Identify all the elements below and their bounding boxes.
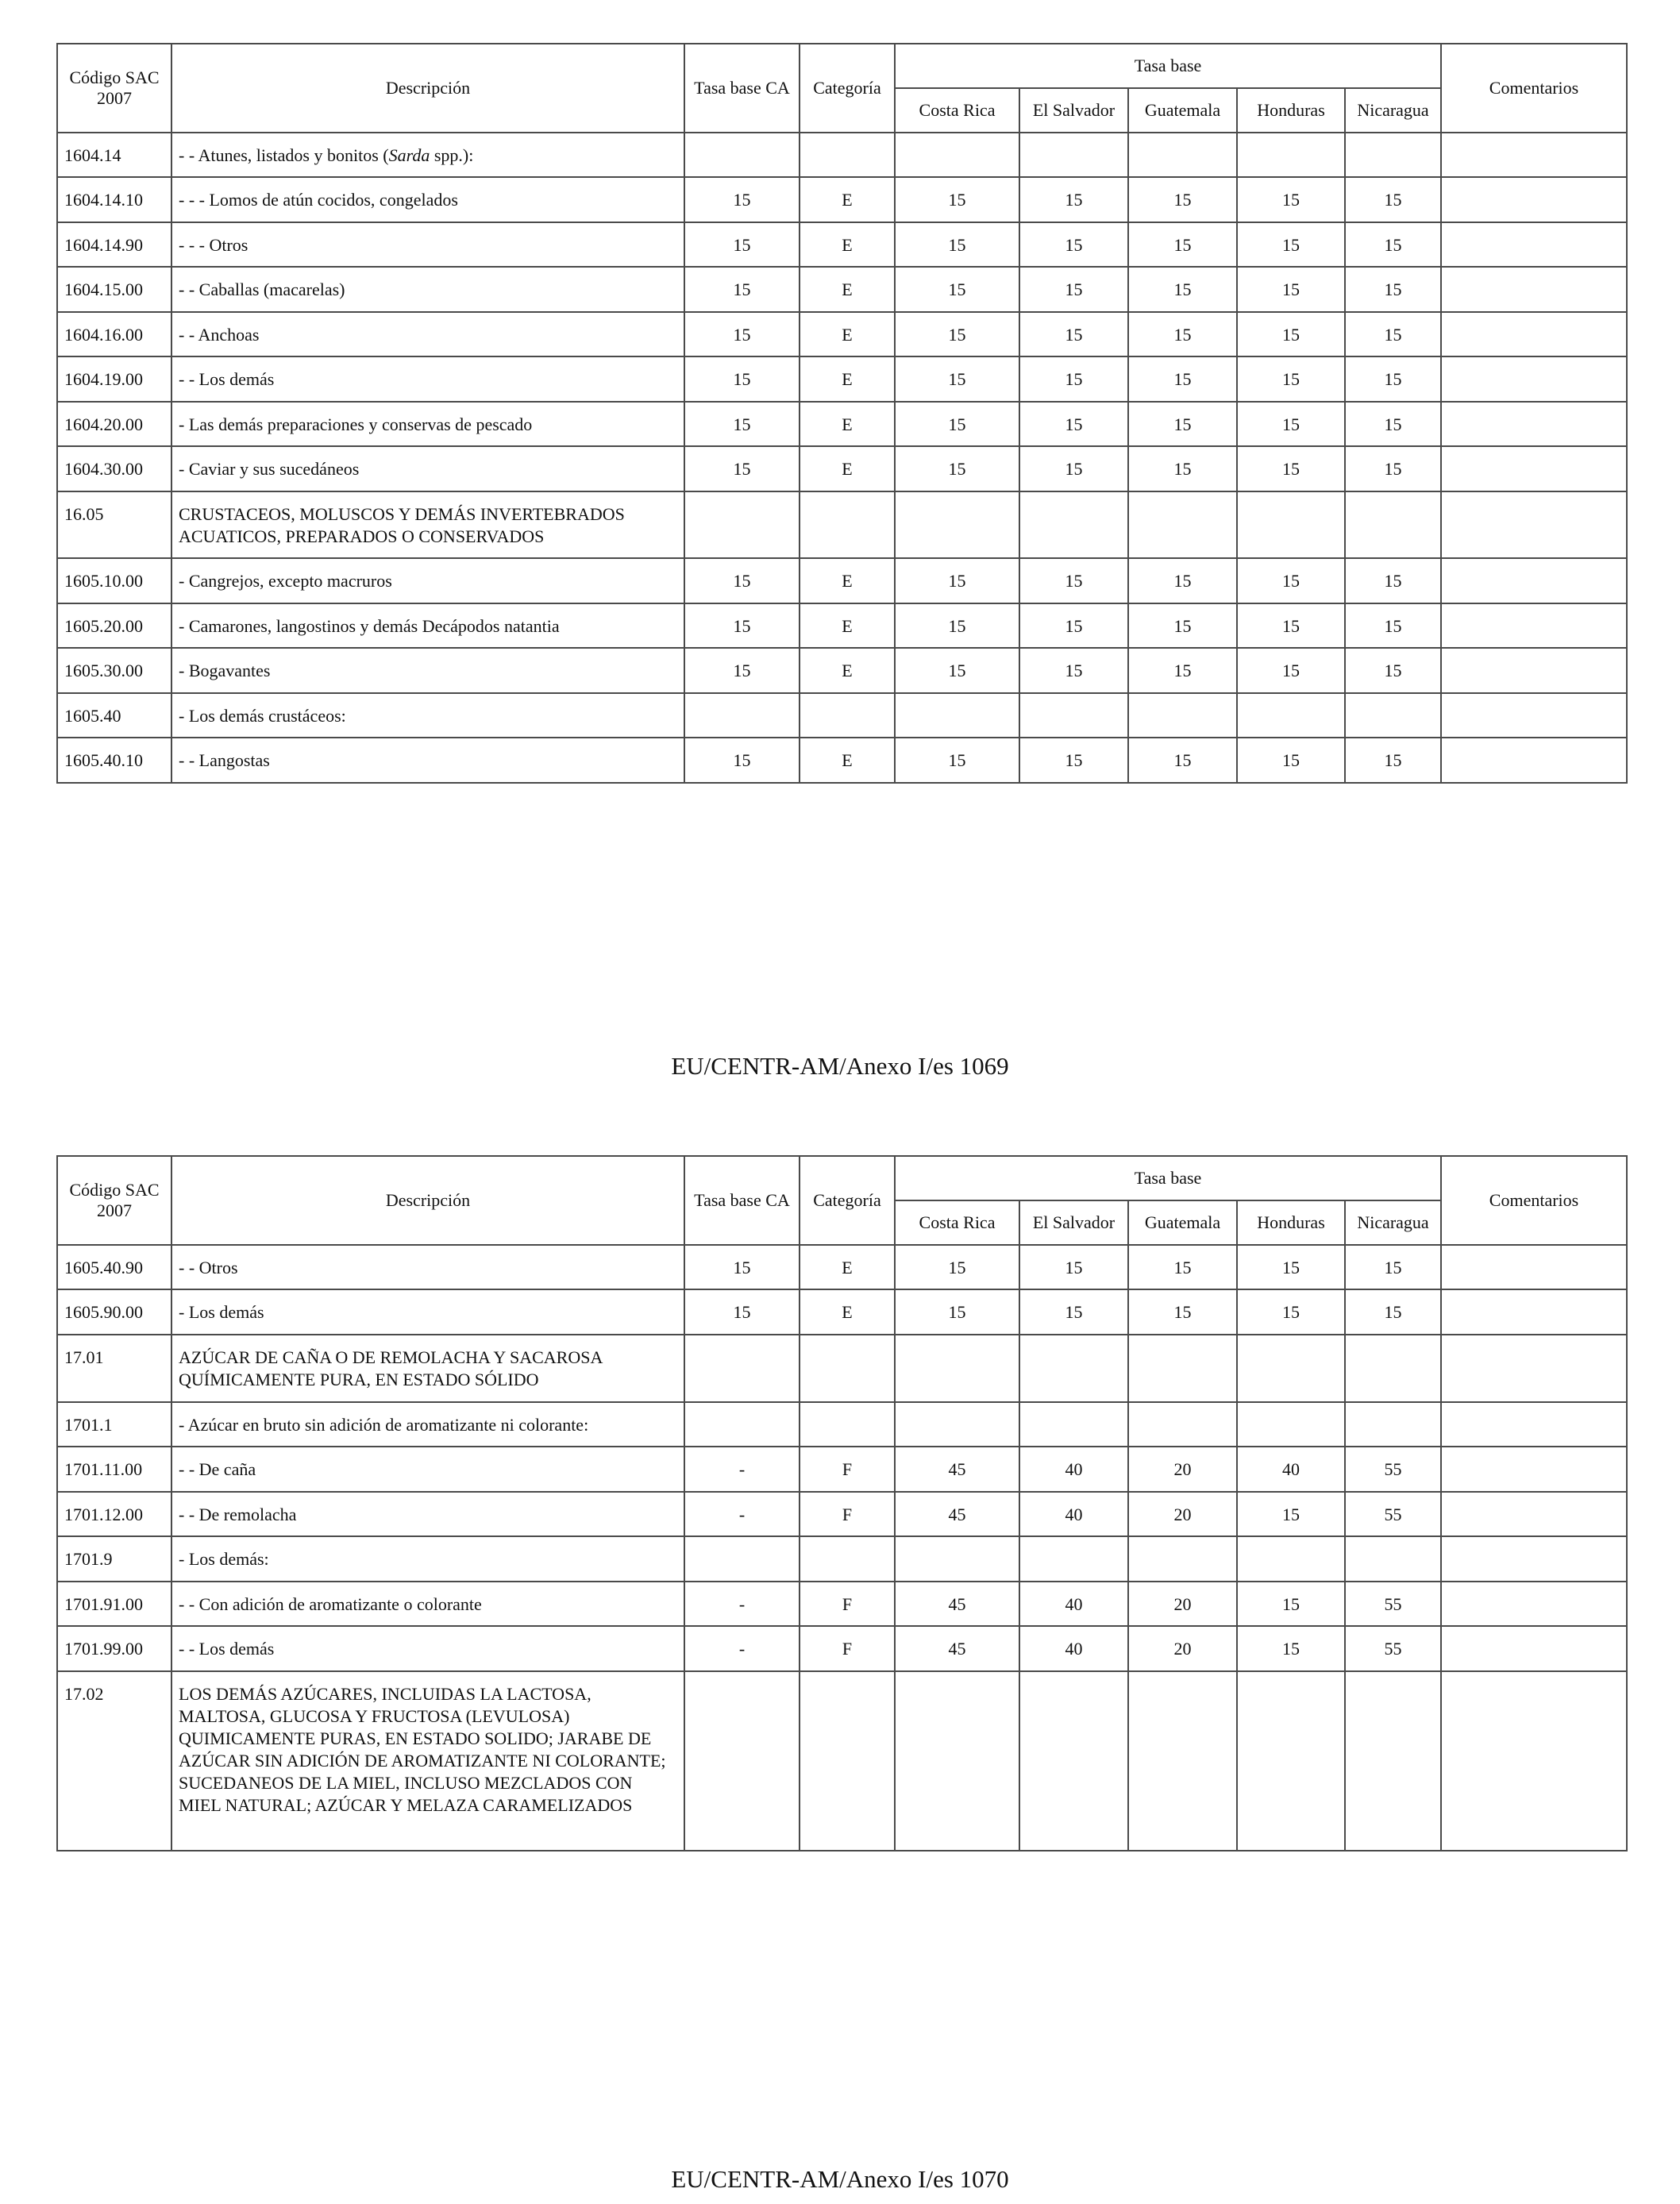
table-row	[57, 1626, 1627, 1671]
tariff-table-2	[56, 1155, 1628, 1851]
cell-descripcion: - - Anchoas	[171, 312, 684, 356]
cell-costa-rica	[895, 1402, 1019, 1447]
header-descripcion: Descripción	[171, 44, 684, 133]
cell-costa-rica	[895, 133, 1019, 177]
cell-descripcion: - Azúcar en bruto sin adición de aromatizante ni colorante:	[171, 1402, 684, 1447]
cell-costa-rica	[895, 491, 1019, 558]
cell-categoria: F	[800, 1626, 895, 1671]
cell-el-salvador: 15	[1019, 177, 1128, 222]
cell-costa-rica: 15	[895, 402, 1019, 446]
cell-codigo: 1701.12.00	[57, 1492, 171, 1536]
cell-costa-rica	[895, 1536, 1019, 1582]
cell-codigo: 1604.15.00	[57, 267, 171, 312]
page-footer: EU/CENTR-AM/Anexo I/es 1069	[671, 1052, 1009, 1080]
cell-codigo: 1701.9	[57, 1536, 171, 1582]
cell-codigo: 1604.30.00	[57, 446, 171, 491]
cell-costa-rica: 45	[895, 1492, 1019, 1536]
cell-categoria: E	[800, 603, 895, 648]
table-row	[57, 491, 1627, 558]
cell-tasa-base-ca	[684, 1402, 800, 1447]
cell-codigo: 1604.16.00	[57, 312, 171, 356]
cell-honduras	[1237, 1671, 1345, 1851]
cell-costa-rica: 15	[895, 1289, 1019, 1335]
cell-comentarios	[1441, 1671, 1627, 1851]
cell-codigo: 1701.1	[57, 1402, 171, 1447]
header-categoria: Categoría	[800, 44, 895, 133]
cell-categoria: E	[800, 402, 895, 446]
header-categoria: Categoría	[800, 1156, 895, 1245]
cell-tasa-base-ca	[684, 491, 800, 558]
table-row	[57, 312, 1627, 356]
cell-nicaragua: 15	[1345, 402, 1441, 446]
cell-descripcion: - - De remolacha	[171, 1492, 684, 1536]
cell-el-salvador: 40	[1019, 1492, 1128, 1536]
table-row	[57, 402, 1627, 446]
cell-categoria: E	[800, 446, 895, 491]
cell-guatemala	[1128, 133, 1237, 177]
cell-tasa-base-ca: 15	[684, 267, 800, 312]
table-header	[57, 44, 1627, 133]
table-row	[57, 693, 1627, 738]
cell-tasa-base-ca: 15	[684, 177, 800, 222]
cell-codigo: 1701.91.00	[57, 1582, 171, 1626]
cell-comentarios	[1441, 558, 1627, 603]
cell-el-salvador: 15	[1019, 1289, 1128, 1335]
cell-costa-rica: 15	[895, 558, 1019, 603]
cell-costa-rica: 45	[895, 1447, 1019, 1492]
cell-costa-rica: 15	[895, 222, 1019, 267]
cell-comentarios	[1441, 1626, 1627, 1671]
cell-nicaragua: 15	[1345, 738, 1441, 783]
table-row	[57, 133, 1627, 177]
cell-categoria: E	[800, 267, 895, 312]
cell-honduras: 15	[1237, 648, 1345, 693]
cell-tasa-base-ca: -	[684, 1582, 800, 1626]
cell-descripcion: - Los demás:	[171, 1536, 684, 1582]
cell-honduras: 15	[1237, 558, 1345, 603]
header-nicaragua: Nicaragua	[1345, 88, 1441, 133]
cell-codigo: 1604.14.90	[57, 222, 171, 267]
cell-categoria: E	[800, 558, 895, 603]
header-comentarios: Comentarios	[1441, 44, 1627, 133]
cell-nicaragua: 55	[1345, 1626, 1441, 1671]
cell-nicaragua: 15	[1345, 648, 1441, 693]
cell-costa-rica: 15	[895, 603, 1019, 648]
cell-honduras: 15	[1237, 1492, 1345, 1536]
cell-comentarios	[1441, 738, 1627, 783]
cell-costa-rica: 15	[895, 177, 1019, 222]
cell-el-salvador	[1019, 693, 1128, 738]
cell-categoria	[800, 693, 895, 738]
header-costa-rica: Costa Rica	[895, 1200, 1019, 1245]
cell-honduras: 15	[1237, 446, 1345, 491]
cell-categoria: E	[800, 738, 895, 783]
cell-descripcion: - Los demás	[171, 1289, 684, 1335]
header-costa-rica: Costa Rica	[895, 88, 1019, 133]
cell-nicaragua	[1345, 1335, 1441, 1402]
table-row	[57, 1582, 1627, 1626]
cell-comentarios	[1441, 312, 1627, 356]
cell-guatemala	[1128, 1671, 1237, 1851]
cell-categoria: E	[800, 1245, 895, 1289]
table-body	[57, 1245, 1627, 1851]
cell-comentarios	[1441, 1289, 1627, 1335]
cell-honduras: 15	[1237, 1626, 1345, 1671]
cell-tasa-base-ca: -	[684, 1447, 800, 1492]
cell-categoria	[800, 491, 895, 558]
table-row	[57, 558, 1627, 603]
cell-el-salvador: 15	[1019, 402, 1128, 446]
cell-descripcion: - - Los demás	[171, 356, 684, 402]
cell-nicaragua: 15	[1345, 1289, 1441, 1335]
cell-categoria: F	[800, 1582, 895, 1626]
cell-costa-rica	[895, 1671, 1019, 1851]
cell-costa-rica: 15	[895, 648, 1019, 693]
table-row	[57, 603, 1627, 648]
cell-el-salvador: 15	[1019, 267, 1128, 312]
cell-tasa-base-ca	[684, 133, 800, 177]
cell-el-salvador: 15	[1019, 558, 1128, 603]
cell-tasa-base-ca: -	[684, 1626, 800, 1671]
cell-honduras: 15	[1237, 222, 1345, 267]
cell-comentarios	[1441, 356, 1627, 402]
cell-descripcion: - Cangrejos, excepto macruros	[171, 558, 684, 603]
cell-categoria: E	[800, 312, 895, 356]
cell-honduras	[1237, 1335, 1345, 1402]
cell-descripcion: - Las demás preparaciones y conservas de pescado	[171, 402, 684, 446]
cell-comentarios	[1441, 267, 1627, 312]
cell-el-salvador	[1019, 1335, 1128, 1402]
cell-costa-rica: 15	[895, 1245, 1019, 1289]
cell-costa-rica: 15	[895, 267, 1019, 312]
cell-nicaragua: 55	[1345, 1447, 1441, 1492]
table-row	[57, 356, 1627, 402]
cell-nicaragua: 15	[1345, 603, 1441, 648]
cell-guatemala	[1128, 693, 1237, 738]
cell-nicaragua: 15	[1345, 446, 1441, 491]
cell-comentarios	[1441, 648, 1627, 693]
header-comentarios: Comentarios	[1441, 1156, 1627, 1245]
cell-categoria: E	[800, 356, 895, 402]
cell-honduras	[1237, 693, 1345, 738]
cell-guatemala: 20	[1128, 1447, 1237, 1492]
header-nicaragua: Nicaragua	[1345, 1200, 1441, 1245]
cell-guatemala: 15	[1128, 1245, 1237, 1289]
table-row	[57, 1671, 1627, 1851]
cell-descripcion: - - Con adición de aromatizante o colorante	[171, 1582, 684, 1626]
cell-codigo: 17.01	[57, 1335, 171, 1402]
cell-comentarios	[1441, 1492, 1627, 1536]
cell-guatemala: 15	[1128, 267, 1237, 312]
cell-descripcion: - Camarones, langostinos y demás Decápodos natantia	[171, 603, 684, 648]
cell-codigo: 1605.40	[57, 693, 171, 738]
cell-nicaragua	[1345, 1671, 1441, 1851]
cell-tasa-base-ca	[684, 1536, 800, 1582]
cell-guatemala: 15	[1128, 402, 1237, 446]
cell-descripcion: - Bogavantes	[171, 648, 684, 693]
cell-guatemala: 15	[1128, 738, 1237, 783]
table-row	[57, 1289, 1627, 1335]
cell-tasa-base-ca: -	[684, 1492, 800, 1536]
cell-costa-rica	[895, 693, 1019, 738]
cell-el-salvador: 15	[1019, 1245, 1128, 1289]
cell-honduras	[1237, 491, 1345, 558]
cell-el-salvador: 40	[1019, 1447, 1128, 1492]
cell-categoria: E	[800, 177, 895, 222]
cell-nicaragua	[1345, 1536, 1441, 1582]
table-row	[57, 177, 1627, 222]
cell-comentarios	[1441, 491, 1627, 558]
header-descripcion: Descripción	[171, 1156, 684, 1245]
cell-guatemala: 20	[1128, 1626, 1237, 1671]
cell-guatemala	[1128, 491, 1237, 558]
cell-tasa-base-ca: 15	[684, 738, 800, 783]
cell-categoria: E	[800, 1289, 895, 1335]
cell-codigo: 1605.20.00	[57, 603, 171, 648]
cell-nicaragua: 55	[1345, 1582, 1441, 1626]
tariff-table-1	[56, 43, 1628, 784]
cell-comentarios	[1441, 1582, 1627, 1626]
header-guatemala: Guatemala	[1128, 1200, 1237, 1245]
cell-costa-rica: 45	[895, 1582, 1019, 1626]
cell-el-salvador: 15	[1019, 222, 1128, 267]
cell-costa-rica: 15	[895, 312, 1019, 356]
cell-el-salvador: 15	[1019, 648, 1128, 693]
cell-honduras: 15	[1237, 1582, 1345, 1626]
table-row	[57, 1492, 1627, 1536]
cell-descripcion: - - - Lomos de atún cocidos, congelados	[171, 177, 684, 222]
cell-tasa-base-ca: 15	[684, 558, 800, 603]
cell-nicaragua: 15	[1345, 177, 1441, 222]
cell-el-salvador: 40	[1019, 1582, 1128, 1626]
cell-honduras: 15	[1237, 738, 1345, 783]
cell-descripcion: - Caviar y sus sucedáneos	[171, 446, 684, 491]
cell-tasa-base-ca	[684, 1671, 800, 1851]
cell-costa-rica: 15	[895, 738, 1019, 783]
cell-tasa-base-ca: 15	[684, 312, 800, 356]
cell-el-salvador: 15	[1019, 356, 1128, 402]
cell-honduras	[1237, 133, 1345, 177]
cell-tasa-base-ca: 15	[684, 1289, 800, 1335]
cell-honduras	[1237, 1536, 1345, 1582]
header-tasa-base: Tasa base	[895, 1156, 1441, 1200]
cell-nicaragua	[1345, 1402, 1441, 1447]
cell-costa-rica: 15	[895, 356, 1019, 402]
cell-el-salvador: 15	[1019, 446, 1128, 491]
cell-guatemala: 15	[1128, 356, 1237, 402]
header-honduras: Honduras	[1237, 1200, 1345, 1245]
cell-nicaragua: 15	[1345, 356, 1441, 402]
cell-descripcion: LOS DEMÁS AZÚCARES, INCLUIDAS LA LACTOSA, MALTOSA, GLUCOSA Y FRUCTOSA (LEVULOSA) QUIMICAMENTE PURAS, EN ESTADO SOLIDO; JARABE DE AZÚCAR SIN ADICIÓN DE AROMATIZANTE NI COLORANTE; SUCEDANEOS DE LA MIEL, INCLUSO MEZCLADOS CON MIEL NATURAL; AZÚCAR Y MELAZA CARAMELIZADOS	[171, 1671, 684, 1851]
cell-nicaragua: 15	[1345, 267, 1441, 312]
table-row	[57, 1402, 1627, 1447]
cell-guatemala: 15	[1128, 558, 1237, 603]
header-codigo: Código SAC 2007	[57, 1156, 171, 1245]
cell-comentarios	[1441, 177, 1627, 222]
cell-comentarios	[1441, 1536, 1627, 1582]
header-el-salvador: El Salvador	[1019, 1200, 1128, 1245]
cell-descripcion	[171, 133, 684, 177]
cell-nicaragua: 15	[1345, 558, 1441, 603]
cell-guatemala	[1128, 1536, 1237, 1582]
table-row	[57, 1335, 1627, 1402]
cell-guatemala: 15	[1128, 177, 1237, 222]
cell-nicaragua: 15	[1345, 1245, 1441, 1289]
cell-comentarios	[1441, 1335, 1627, 1402]
cell-categoria: E	[800, 222, 895, 267]
header-honduras: Honduras	[1237, 88, 1345, 133]
cell-descripcion: AZÚCAR DE CAÑA O DE REMOLACHA Y SACAROSA QUÍMICAMENTE PURA, EN ESTADO SÓLIDO	[171, 1335, 684, 1402]
cell-categoria	[800, 1335, 895, 1402]
cell-el-salvador	[1019, 491, 1128, 558]
cell-nicaragua: 15	[1345, 222, 1441, 267]
cell-descripcion: - - - Otros	[171, 222, 684, 267]
cell-comentarios	[1441, 446, 1627, 491]
cell-el-salvador: 15	[1019, 738, 1128, 783]
cell-guatemala: 15	[1128, 446, 1237, 491]
cell-codigo: 1605.90.00	[57, 1289, 171, 1335]
cell-categoria	[800, 133, 895, 177]
cell-honduras: 15	[1237, 1245, 1345, 1289]
header-tasa-base-ca: Tasa base CA	[684, 1156, 800, 1245]
cell-costa-rica: 45	[895, 1626, 1019, 1671]
cell-comentarios	[1441, 603, 1627, 648]
cell-categoria	[800, 1402, 895, 1447]
cell-tasa-base-ca: 15	[684, 1245, 800, 1289]
cell-el-salvador: 15	[1019, 312, 1128, 356]
cell-codigo: 1701.99.00	[57, 1626, 171, 1671]
header-el-salvador: El Salvador	[1019, 88, 1128, 133]
cell-honduras: 40	[1237, 1447, 1345, 1492]
cell-tasa-base-ca	[684, 693, 800, 738]
cell-comentarios	[1441, 1402, 1627, 1447]
cell-categoria	[800, 1536, 895, 1582]
header-tasa-base-ca: Tasa base CA	[684, 44, 800, 133]
cell-tasa-base-ca: 15	[684, 402, 800, 446]
cell-costa-rica: 15	[895, 446, 1019, 491]
cell-honduras	[1237, 1402, 1345, 1447]
cell-descripcion: - Los demás crustáceos:	[171, 693, 684, 738]
cell-descripcion: - - De caña	[171, 1447, 684, 1492]
cell-nicaragua: 15	[1345, 312, 1441, 356]
cell-comentarios	[1441, 222, 1627, 267]
cell-costa-rica	[895, 1335, 1019, 1402]
cell-tasa-base-ca	[684, 1335, 800, 1402]
cell-guatemala	[1128, 1335, 1237, 1402]
cell-el-salvador	[1019, 1536, 1128, 1582]
text-run: - - Atunes, listados y bonitos (	[179, 145, 389, 165]
cell-guatemala: 15	[1128, 603, 1237, 648]
table-row	[57, 738, 1627, 783]
text-run: spp.):	[430, 145, 474, 165]
cell-comentarios	[1441, 1447, 1627, 1492]
cell-nicaragua	[1345, 693, 1441, 738]
table-row	[57, 648, 1627, 693]
cell-codigo: 16.05	[57, 491, 171, 558]
table-row	[57, 1447, 1627, 1492]
table-header	[57, 1156, 1627, 1245]
cell-comentarios	[1441, 402, 1627, 446]
cell-codigo: 1605.10.00	[57, 558, 171, 603]
cell-honduras: 15	[1237, 402, 1345, 446]
page-footer: EU/CENTR-AM/Anexo I/es 1070	[671, 2165, 1009, 2193]
cell-codigo: 1605.40.10	[57, 738, 171, 783]
cell-guatemala: 15	[1128, 1289, 1237, 1335]
header-guatemala: Guatemala	[1128, 88, 1237, 133]
header-codigo: Código SAC 2007	[57, 44, 171, 133]
cell-honduras: 15	[1237, 603, 1345, 648]
cell-honduras: 15	[1237, 1289, 1345, 1335]
italic-text: Sarda	[388, 145, 430, 165]
cell-nicaragua	[1345, 133, 1441, 177]
cell-codigo: 1605.40.90	[57, 1245, 171, 1289]
table-row	[57, 267, 1627, 312]
header-tasa-base: Tasa base	[895, 44, 1441, 88]
cell-comentarios	[1441, 133, 1627, 177]
cell-tasa-base-ca: 15	[684, 446, 800, 491]
cell-honduras: 15	[1237, 267, 1345, 312]
cell-honduras: 15	[1237, 177, 1345, 222]
cell-codigo: 1605.30.00	[57, 648, 171, 693]
cell-tasa-base-ca: 15	[684, 222, 800, 267]
cell-comentarios	[1441, 1245, 1627, 1289]
cell-el-salvador: 40	[1019, 1626, 1128, 1671]
cell-honduras: 15	[1237, 356, 1345, 402]
cell-codigo: 1604.19.00	[57, 356, 171, 402]
cell-nicaragua: 55	[1345, 1492, 1441, 1536]
table-body	[57, 133, 1627, 783]
cell-descripcion: - - Caballas (macarelas)	[171, 267, 684, 312]
cell-el-salvador	[1019, 133, 1128, 177]
cell-codigo: 1604.14.10	[57, 177, 171, 222]
table-row	[57, 446, 1627, 491]
cell-codigo: 1701.11.00	[57, 1447, 171, 1492]
cell-guatemala	[1128, 1402, 1237, 1447]
cell-guatemala: 20	[1128, 1492, 1237, 1536]
cell-el-salvador	[1019, 1671, 1128, 1851]
cell-el-salvador: 15	[1019, 603, 1128, 648]
cell-codigo: 1604.20.00	[57, 402, 171, 446]
cell-comentarios	[1441, 693, 1627, 738]
cell-guatemala: 15	[1128, 222, 1237, 267]
cell-codigo: 17.02	[57, 1671, 171, 1851]
cell-nicaragua	[1345, 491, 1441, 558]
table-row	[57, 1536, 1627, 1582]
cell-el-salvador	[1019, 1402, 1128, 1447]
cell-guatemala: 15	[1128, 648, 1237, 693]
cell-guatemala: 15	[1128, 312, 1237, 356]
cell-categoria: F	[800, 1492, 895, 1536]
cell-honduras: 15	[1237, 312, 1345, 356]
cell-tasa-base-ca: 15	[684, 648, 800, 693]
cell-codigo: 1604.14	[57, 133, 171, 177]
table-row	[57, 1245, 1627, 1289]
cell-descripcion: - - Los demás	[171, 1626, 684, 1671]
cell-descripcion: - - Otros	[171, 1245, 684, 1289]
cell-categoria: F	[800, 1447, 895, 1492]
cell-categoria	[800, 1671, 895, 1851]
cell-categoria: E	[800, 648, 895, 693]
cell-descripcion: CRUSTACEOS, MOLUSCOS Y DEMÁS INVERTEBRADOS ACUATICOS, PREPARADOS O CONSERVADOS	[171, 491, 684, 558]
cell-tasa-base-ca: 15	[684, 356, 800, 402]
cell-guatemala: 20	[1128, 1582, 1237, 1626]
table-row	[57, 222, 1627, 267]
cell-descripcion: - - Langostas	[171, 738, 684, 783]
cell-tasa-base-ca: 15	[684, 603, 800, 648]
